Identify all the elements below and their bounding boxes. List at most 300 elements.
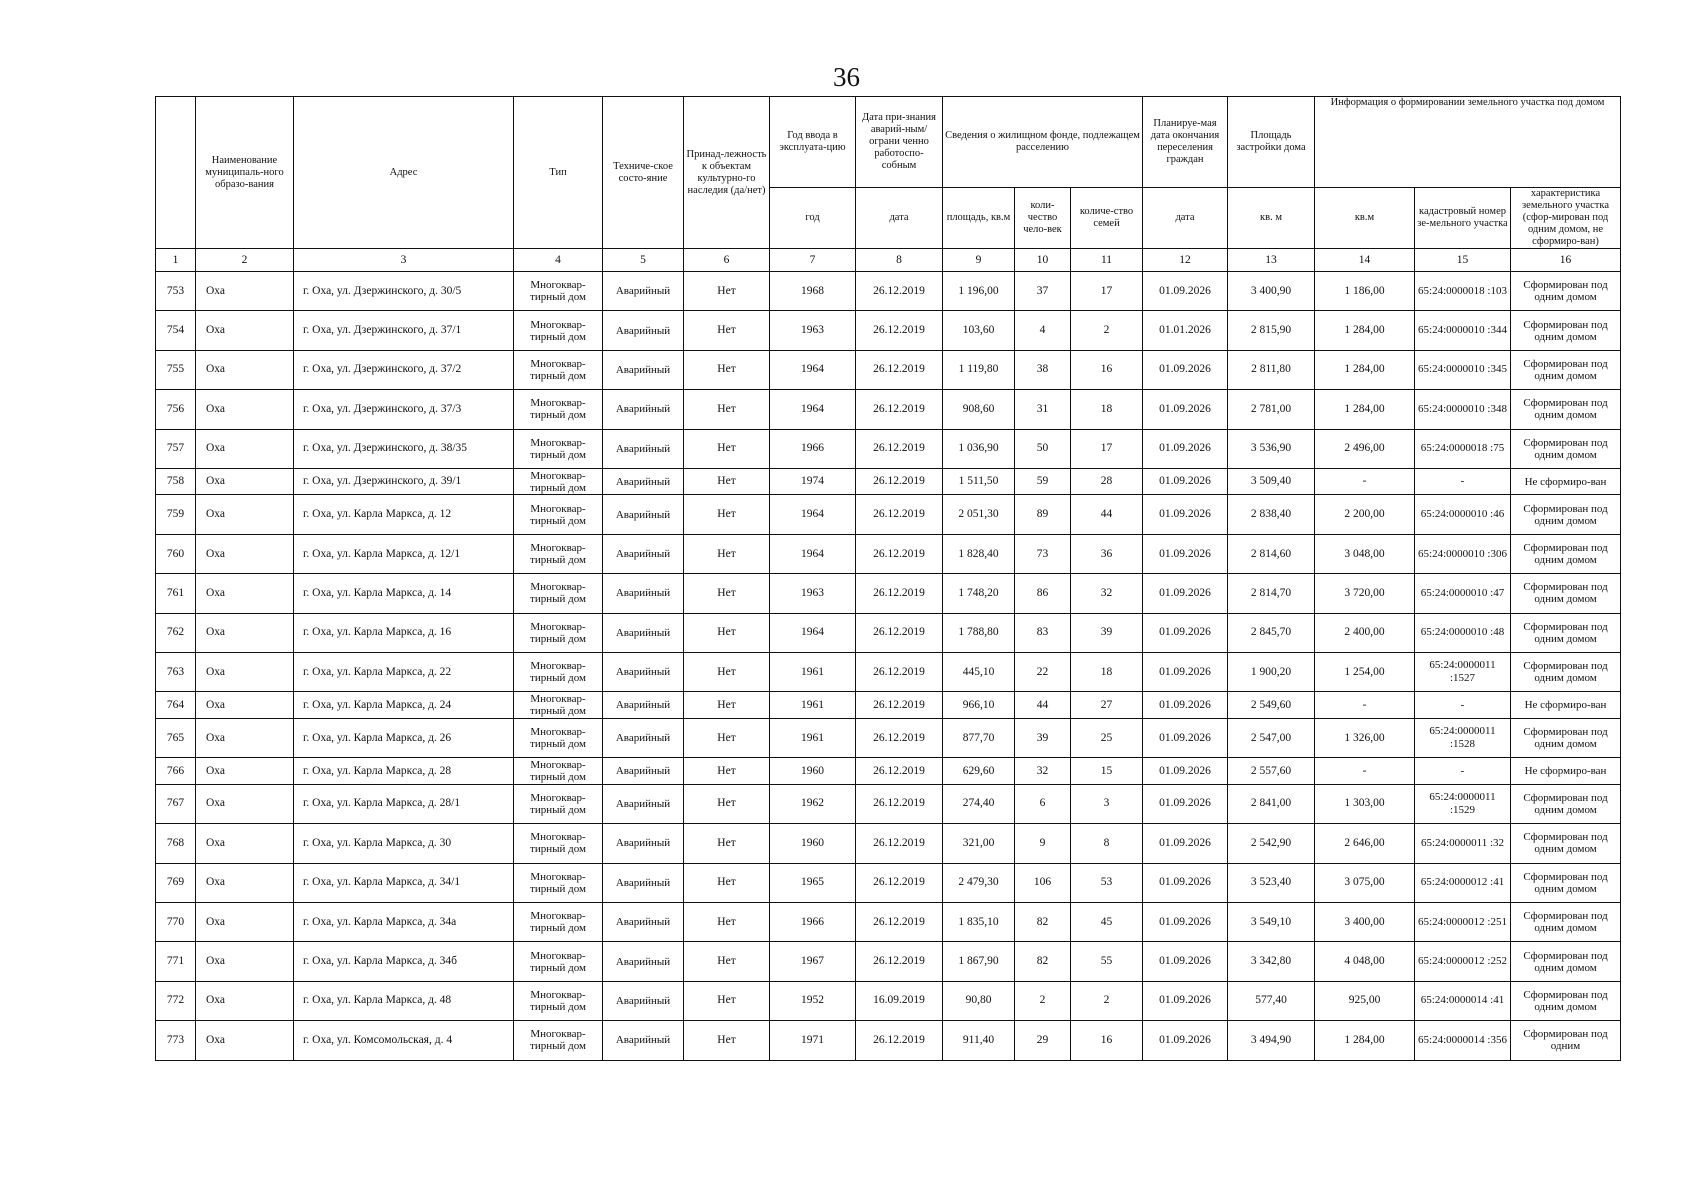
building-area-cell: 2 815,90 — [1228, 311, 1315, 350]
people-cell: 9 — [1015, 824, 1071, 863]
municipality-cell: Оха — [196, 272, 294, 311]
people-cell: 59 — [1015, 468, 1071, 495]
land-area-cell: 2 400,00 — [1315, 613, 1415, 652]
status-cell: Аварийный — [603, 429, 684, 468]
type-cell: Многоквар-тирный дом — [514, 574, 603, 613]
year-cell: 1961 — [770, 653, 856, 692]
land-area-cell: 3 048,00 — [1315, 534, 1415, 573]
planned-date-cell: 01.09.2026 — [1143, 613, 1228, 652]
status-cell: Аварийный — [603, 574, 684, 613]
column-number: 11 — [1071, 249, 1143, 272]
cadastre-cell: - — [1415, 758, 1511, 785]
column-number: 15 — [1415, 249, 1511, 272]
area-cell: 877,70 — [943, 718, 1015, 757]
families-cell: 55 — [1071, 942, 1143, 981]
area-cell: 103,60 — [943, 311, 1015, 350]
address-cell: г. Оха, ул. Карла Маркса, д. 34б — [294, 942, 514, 981]
land-area-cell: 1 284,00 — [1315, 350, 1415, 389]
planned-date-cell: 01.09.2026 — [1143, 863, 1228, 902]
address-cell: г. Оха, ул. Дзержинского, д. 37/1 — [294, 311, 514, 350]
header-municipality: Наименование муниципаль-ного образо-вания — [196, 97, 294, 249]
row-number: 772 — [156, 981, 196, 1020]
families-cell: 18 — [1071, 653, 1143, 692]
municipality-cell: Оха — [196, 942, 294, 981]
area-cell: 911,40 — [943, 1021, 1015, 1060]
building-area-cell: 2 547,00 — [1228, 718, 1315, 757]
heritage-cell: Нет — [684, 429, 770, 468]
table-row — [156, 824, 1621, 863]
table-row — [156, 468, 1621, 495]
land-area-cell: 925,00 — [1315, 981, 1415, 1020]
address-cell: г. Оха, ул. Карла Маркса, д. 34/1 — [294, 863, 514, 902]
status-cell: Аварийный — [603, 981, 684, 1020]
land-characteristic-cell: Сформирован под одним домом — [1511, 390, 1621, 429]
table-row — [156, 272, 1621, 311]
status-cell: Аварийный — [603, 390, 684, 429]
heritage-cell: Нет — [684, 311, 770, 350]
address-cell: г. Оха, ул. Карла Маркса, д. 12 — [294, 495, 514, 534]
people-cell: 38 — [1015, 350, 1071, 389]
row-number: 754 — [156, 311, 196, 350]
land-characteristic-cell: Сформирован под одним домом — [1511, 495, 1621, 534]
area-cell: 1 788,80 — [943, 613, 1015, 652]
people-cell: 4 — [1015, 311, 1071, 350]
row-number: 768 — [156, 824, 196, 863]
type-cell: Многоквар-тирный дом — [514, 653, 603, 692]
row-number: 761 — [156, 574, 196, 613]
land-characteristic-cell: Сформирован под одним домом — [1511, 718, 1621, 757]
type-cell: Многоквар-тирный дом — [514, 495, 603, 534]
building-area-cell: 3 536,90 — [1228, 429, 1315, 468]
type-cell: Многоквар-тирный дом — [514, 613, 603, 652]
building-area-cell: 2 557,60 — [1228, 758, 1315, 785]
municipality-cell: Оха — [196, 758, 294, 785]
heritage-cell: Нет — [684, 981, 770, 1020]
municipality-cell: Оха — [196, 1021, 294, 1060]
cadastre-cell: 65:24:0000010 :345 — [1415, 350, 1511, 389]
subheader-planned-date: дата — [1143, 188, 1228, 249]
area-cell: 1 196,00 — [943, 272, 1015, 311]
row-number: 758 — [156, 468, 196, 495]
families-cell: 45 — [1071, 902, 1143, 941]
land-area-cell: 1 326,00 — [1315, 718, 1415, 757]
planned-date-cell: 01.09.2026 — [1143, 272, 1228, 311]
families-cell: 15 — [1071, 758, 1143, 785]
land-area-cell: 1 284,00 — [1315, 1021, 1415, 1060]
people-cell: 50 — [1015, 429, 1071, 468]
land-characteristic-cell: Сформирован под одним — [1511, 1021, 1621, 1060]
heritage-cell: Нет — [684, 758, 770, 785]
cadastre-cell: 65:24:0000018 :75 — [1415, 429, 1511, 468]
header-land-info: Информация о формировании земельного участка под домом — [1315, 97, 1621, 188]
table-row — [156, 718, 1621, 757]
subheader-year: год — [770, 188, 856, 249]
row-number: 769 — [156, 863, 196, 902]
planned-date-cell: 01.09.2026 — [1143, 692, 1228, 719]
address-cell: г. Оха, ул. Карла Маркса, д. 22 — [294, 653, 514, 692]
cadastre-cell: 65:24:0000010 :47 — [1415, 574, 1511, 613]
area-cell: 1 748,20 — [943, 574, 1015, 613]
table-row — [156, 1021, 1621, 1060]
emergency-date-cell: 26.12.2019 — [856, 758, 943, 785]
status-cell: Аварийный — [603, 784, 684, 823]
building-area-cell: 1 900,20 — [1228, 653, 1315, 692]
type-cell: Многоквар-тирный дом — [514, 390, 603, 429]
area-cell: 908,60 — [943, 390, 1015, 429]
municipality-cell: Оха — [196, 350, 294, 389]
emergency-date-cell: 26.12.2019 — [856, 311, 943, 350]
year-cell: 1967 — [770, 942, 856, 981]
land-area-cell: 1 254,00 — [1315, 653, 1415, 692]
land-area-cell: 2 200,00 — [1315, 495, 1415, 534]
address-cell: г. Оха, ул. Карла Маркса, д. 28/1 — [294, 784, 514, 823]
heritage-cell: Нет — [684, 613, 770, 652]
header-emergency-date: Дата при-знания аварий-ным/ограни ченно работоспо-собным — [856, 97, 943, 188]
column-number: 16 — [1511, 249, 1621, 272]
land-characteristic-cell: Не сформиро-ван — [1511, 758, 1621, 785]
families-cell: 53 — [1071, 863, 1143, 902]
area-cell: 2 051,30 — [943, 495, 1015, 534]
cadastre-cell: 65:24:0000010 :306 — [1415, 534, 1511, 573]
header-housing-info: Сведения о жилищном фонде, подлежащем расселению — [943, 97, 1143, 188]
cadastre-cell: 65:24:0000010 :348 — [1415, 390, 1511, 429]
emergency-date-cell: 26.12.2019 — [856, 863, 943, 902]
header-row-number — [156, 97, 196, 249]
municipality-cell: Оха — [196, 824, 294, 863]
emergency-date-cell: 26.12.2019 — [856, 429, 943, 468]
type-cell: Многоквар-тирный дом — [514, 468, 603, 495]
families-cell: 8 — [1071, 824, 1143, 863]
municipality-cell: Оха — [196, 718, 294, 757]
land-area-cell: 1 186,00 — [1315, 272, 1415, 311]
building-area-cell: 3 400,90 — [1228, 272, 1315, 311]
row-number: 762 — [156, 613, 196, 652]
land-characteristic-cell: Сформирован под одним домом — [1511, 429, 1621, 468]
cadastre-cell: 65:24:0000014 :41 — [1415, 981, 1511, 1020]
address-cell: г. Оха, ул. Карла Маркса, д. 48 — [294, 981, 514, 1020]
status-cell: Аварийный — [603, 692, 684, 719]
row-number: 753 — [156, 272, 196, 311]
people-cell: 31 — [1015, 390, 1071, 429]
emergency-date-cell: 26.12.2019 — [856, 784, 943, 823]
municipality-cell: Оха — [196, 692, 294, 719]
year-cell: 1963 — [770, 574, 856, 613]
subheader-land-unit: кв.м — [1315, 188, 1415, 249]
year-cell: 1965 — [770, 863, 856, 902]
land-area-cell: 3 075,00 — [1315, 863, 1415, 902]
families-cell: 25 — [1071, 718, 1143, 757]
people-cell: 86 — [1015, 574, 1071, 613]
building-area-cell: 2 781,00 — [1228, 390, 1315, 429]
municipality-cell: Оха — [196, 902, 294, 941]
status-cell: Аварийный — [603, 653, 684, 692]
emergency-date-cell: 26.12.2019 — [856, 1021, 943, 1060]
address-cell: г. Оха, ул. Дзержинского, д. 39/1 — [294, 468, 514, 495]
row-number: 760 — [156, 534, 196, 573]
building-area-cell: 2 814,60 — [1228, 534, 1315, 573]
building-area-cell: 3 342,80 — [1228, 942, 1315, 981]
year-cell: 1952 — [770, 981, 856, 1020]
area-cell: 1 835,10 — [943, 902, 1015, 941]
year-cell: 1960 — [770, 758, 856, 785]
table-row — [156, 784, 1621, 823]
people-cell: 37 — [1015, 272, 1071, 311]
type-cell: Многоквар-тирный дом — [514, 942, 603, 981]
column-number: 13 — [1228, 249, 1315, 272]
row-number: 755 — [156, 350, 196, 389]
heritage-cell: Нет — [684, 390, 770, 429]
type-cell: Многоквар-тирный дом — [514, 981, 603, 1020]
planned-date-cell: 01.09.2026 — [1143, 574, 1228, 613]
cadastre-cell: 65:24:0000012 :252 — [1415, 942, 1511, 981]
land-characteristic-cell: Сформирован под одним домом — [1511, 534, 1621, 573]
row-number: 759 — [156, 495, 196, 534]
table-row — [156, 981, 1621, 1020]
emergency-date-cell: 26.12.2019 — [856, 902, 943, 941]
building-area-cell: 2 814,70 — [1228, 574, 1315, 613]
cadastre-cell: 65:24:0000014 :356 — [1415, 1021, 1511, 1060]
land-area-cell: 2 496,00 — [1315, 429, 1415, 468]
subheader-area: площадь, кв.м — [943, 188, 1015, 249]
building-area-cell: 2 811,80 — [1228, 350, 1315, 389]
address-cell: г. Оха, ул. Дзержинского, д. 37/2 — [294, 350, 514, 389]
heritage-cell: Нет — [684, 653, 770, 692]
people-cell: 22 — [1015, 653, 1071, 692]
address-cell: г. Оха, ул. Карла Маркса, д. 26 — [294, 718, 514, 757]
row-number: 773 — [156, 1021, 196, 1060]
heritage-cell: Нет — [684, 1021, 770, 1060]
header-land-characteristic: характеристика земельного участка (сфор-мирован под одним домом, не сформиро-ван) — [1511, 188, 1621, 249]
type-cell: Многоквар-тирный дом — [514, 758, 603, 785]
land-characteristic-cell: Сформирован под одним домом — [1511, 902, 1621, 941]
heritage-cell: Нет — [684, 495, 770, 534]
emergency-date-cell: 26.12.2019 — [856, 350, 943, 389]
land-characteristic-cell: Сформирован под одним домом — [1511, 653, 1621, 692]
land-area-cell: 3 720,00 — [1315, 574, 1415, 613]
type-cell: Многоквар-тирный дом — [514, 784, 603, 823]
emergency-date-cell: 26.12.2019 — [856, 468, 943, 495]
people-cell: 83 — [1015, 613, 1071, 652]
row-number: 764 — [156, 692, 196, 719]
address-cell: г. Оха, ул. Карла Маркса, д. 24 — [294, 692, 514, 719]
people-cell: 32 — [1015, 758, 1071, 785]
families-cell: 2 — [1071, 311, 1143, 350]
table-row — [156, 692, 1621, 719]
type-cell: Многоквар-тирный дом — [514, 429, 603, 468]
land-area-cell: - — [1315, 692, 1415, 719]
municipality-cell: Оха — [196, 784, 294, 823]
subheader-building-unit: кв. м — [1228, 188, 1315, 249]
type-cell: Многоквар-тирный дом — [514, 311, 603, 350]
building-area-cell: 3 523,40 — [1228, 863, 1315, 902]
row-number: 765 — [156, 718, 196, 757]
area-cell: 1 828,40 — [943, 534, 1015, 573]
status-cell: Аварийный — [603, 613, 684, 652]
column-number: 4 — [514, 249, 603, 272]
status-cell: Аварийный — [603, 350, 684, 389]
cadastre-cell: 65:24:0000018 :103 — [1415, 272, 1511, 311]
status-cell: Аварийный — [603, 272, 684, 311]
table-row — [156, 311, 1621, 350]
year-cell: 1964 — [770, 613, 856, 652]
column-number: 6 — [684, 249, 770, 272]
heritage-cell: Нет — [684, 942, 770, 981]
year-cell: 1971 — [770, 1021, 856, 1060]
emergency-date-cell: 26.12.2019 — [856, 495, 943, 534]
table-row — [156, 653, 1621, 692]
table-body — [156, 249, 1621, 1061]
families-cell: 18 — [1071, 390, 1143, 429]
year-cell: 1960 — [770, 824, 856, 863]
heritage-cell: Нет — [684, 784, 770, 823]
table-row — [156, 863, 1621, 902]
planned-date-cell: 01.09.2026 — [1143, 824, 1228, 863]
type-cell: Многоквар-тирный дом — [514, 824, 603, 863]
municipality-cell: Оха — [196, 613, 294, 652]
families-cell: 2 — [1071, 981, 1143, 1020]
year-cell: 1964 — [770, 390, 856, 429]
municipality-cell: Оха — [196, 574, 294, 613]
emergency-date-cell: 26.12.2019 — [856, 390, 943, 429]
column-number: 10 — [1015, 249, 1071, 272]
heritage-cell: Нет — [684, 692, 770, 719]
land-area-cell: 1 284,00 — [1315, 311, 1415, 350]
area-cell: 1 511,50 — [943, 468, 1015, 495]
emergency-date-cell: 26.12.2019 — [856, 692, 943, 719]
municipality-cell: Оха — [196, 653, 294, 692]
address-cell: г. Оха, ул. Карла Маркса, д. 30 — [294, 824, 514, 863]
address-cell: г. Оха, ул. Дзержинского, д. 37/3 — [294, 390, 514, 429]
type-cell: Многоквар-тирный дом — [514, 272, 603, 311]
table-row — [156, 429, 1621, 468]
area-cell: 445,10 — [943, 653, 1015, 692]
status-cell: Аварийный — [603, 902, 684, 941]
families-cell: 27 — [1071, 692, 1143, 719]
building-area-cell: 3 494,90 — [1228, 1021, 1315, 1060]
address-cell: г. Оха, ул. Карла Маркса, д. 12/1 — [294, 534, 514, 573]
cadastre-cell: 65:24:0000010 :46 — [1415, 495, 1511, 534]
heritage-cell: Нет — [684, 534, 770, 573]
land-area-cell: 1 284,00 — [1315, 390, 1415, 429]
column-number: 1 — [156, 249, 196, 272]
status-cell: Аварийный — [603, 942, 684, 981]
emergency-date-cell: 26.12.2019 — [856, 718, 943, 757]
table-row — [156, 758, 1621, 785]
row-number: 763 — [156, 653, 196, 692]
table-row — [156, 613, 1621, 652]
people-cell: 39 — [1015, 718, 1071, 757]
municipality-cell: Оха — [196, 863, 294, 902]
year-cell: 1974 — [770, 468, 856, 495]
cadastre-cell: 65:24:0000012 :251 — [1415, 902, 1511, 941]
land-characteristic-cell: Сформирован под одним домом — [1511, 942, 1621, 981]
building-area-cell: 2 841,00 — [1228, 784, 1315, 823]
header-planned-date: Планируе-мая дата окончания переселения граждан — [1143, 97, 1228, 188]
people-cell: 89 — [1015, 495, 1071, 534]
row-number: 757 — [156, 429, 196, 468]
table-row — [156, 350, 1621, 389]
address-cell: г. Оха, ул. Карла Маркса, д. 28 — [294, 758, 514, 785]
year-cell: 1964 — [770, 350, 856, 389]
area-cell: 90,80 — [943, 981, 1015, 1020]
land-characteristic-cell: Сформирован под одним домом — [1511, 613, 1621, 652]
housing-table — [155, 96, 1621, 1061]
families-cell: 3 — [1071, 784, 1143, 823]
area-cell: 1 867,90 — [943, 942, 1015, 981]
year-cell: 1966 — [770, 429, 856, 468]
building-area-cell: 2 845,70 — [1228, 613, 1315, 652]
municipality-cell: Оха — [196, 981, 294, 1020]
cadastre-cell: 65:24:0000011 :32 — [1415, 824, 1511, 863]
families-cell: 36 — [1071, 534, 1143, 573]
table-row — [156, 574, 1621, 613]
land-characteristic-cell: Не сформиро-ван — [1511, 692, 1621, 719]
year-cell: 1963 — [770, 311, 856, 350]
building-area-cell: 3 509,40 — [1228, 468, 1315, 495]
cadastre-cell: - — [1415, 468, 1511, 495]
address-cell: г. Оха, ул. Карла Маркса, д. 34а — [294, 902, 514, 941]
subheader-families: количе-ство семей — [1071, 188, 1143, 249]
address-cell: г. Оха, ул. Комсомольская, д. 4 — [294, 1021, 514, 1060]
land-characteristic-cell: Сформирован под одним домом — [1511, 863, 1621, 902]
area-cell: 629,60 — [943, 758, 1015, 785]
column-number: 14 — [1315, 249, 1415, 272]
people-cell: 73 — [1015, 534, 1071, 573]
type-cell: Многоквар-тирный дом — [514, 718, 603, 757]
type-cell: Многоквар-тирный дом — [514, 534, 603, 573]
cadastre-cell: 65:24:0000012 :41 — [1415, 863, 1511, 902]
subheader-people: коли-чество чело-век — [1015, 188, 1071, 249]
families-cell: 44 — [1071, 495, 1143, 534]
land-characteristic-cell: Сформирован под одним домом — [1511, 350, 1621, 389]
table-row — [156, 902, 1621, 941]
planned-date-cell: 01.09.2026 — [1143, 718, 1228, 757]
status-cell: Аварийный — [603, 311, 684, 350]
planned-date-cell: 01.09.2026 — [1143, 1021, 1228, 1060]
cadastre-cell: 65:24:0000010 :344 — [1415, 311, 1511, 350]
year-cell: 1964 — [770, 534, 856, 573]
table-header — [156, 97, 1621, 249]
municipality-cell: Оха — [196, 429, 294, 468]
area-cell: 274,40 — [943, 784, 1015, 823]
table-row — [156, 495, 1621, 534]
column-number: 8 — [856, 249, 943, 272]
planned-date-cell: 01.01.2026 — [1143, 311, 1228, 350]
header-type: Тип — [514, 97, 603, 249]
land-characteristic-cell: Сформирован под одним домом — [1511, 784, 1621, 823]
row-number: 770 — [156, 902, 196, 941]
planned-date-cell: 01.09.2026 — [1143, 495, 1228, 534]
cadastre-cell: 65:24:0000011 :1529 — [1415, 784, 1511, 823]
land-characteristic-cell: Сформирован под одним домом — [1511, 272, 1621, 311]
people-cell: 82 — [1015, 942, 1071, 981]
emergency-date-cell: 26.12.2019 — [856, 613, 943, 652]
planned-date-cell: 01.09.2026 — [1143, 390, 1228, 429]
column-number: 5 — [603, 249, 684, 272]
municipality-cell: Оха — [196, 534, 294, 573]
land-area-cell: 3 400,00 — [1315, 902, 1415, 941]
people-cell: 2 — [1015, 981, 1071, 1020]
status-cell: Аварийный — [603, 718, 684, 757]
heritage-cell: Нет — [684, 468, 770, 495]
status-cell: Аварийный — [603, 468, 684, 495]
year-cell: 1962 — [770, 784, 856, 823]
year-cell: 1968 — [770, 272, 856, 311]
people-cell: 29 — [1015, 1021, 1071, 1060]
building-area-cell: 2 549,60 — [1228, 692, 1315, 719]
municipality-cell: Оха — [196, 495, 294, 534]
planned-date-cell: 01.09.2026 — [1143, 653, 1228, 692]
